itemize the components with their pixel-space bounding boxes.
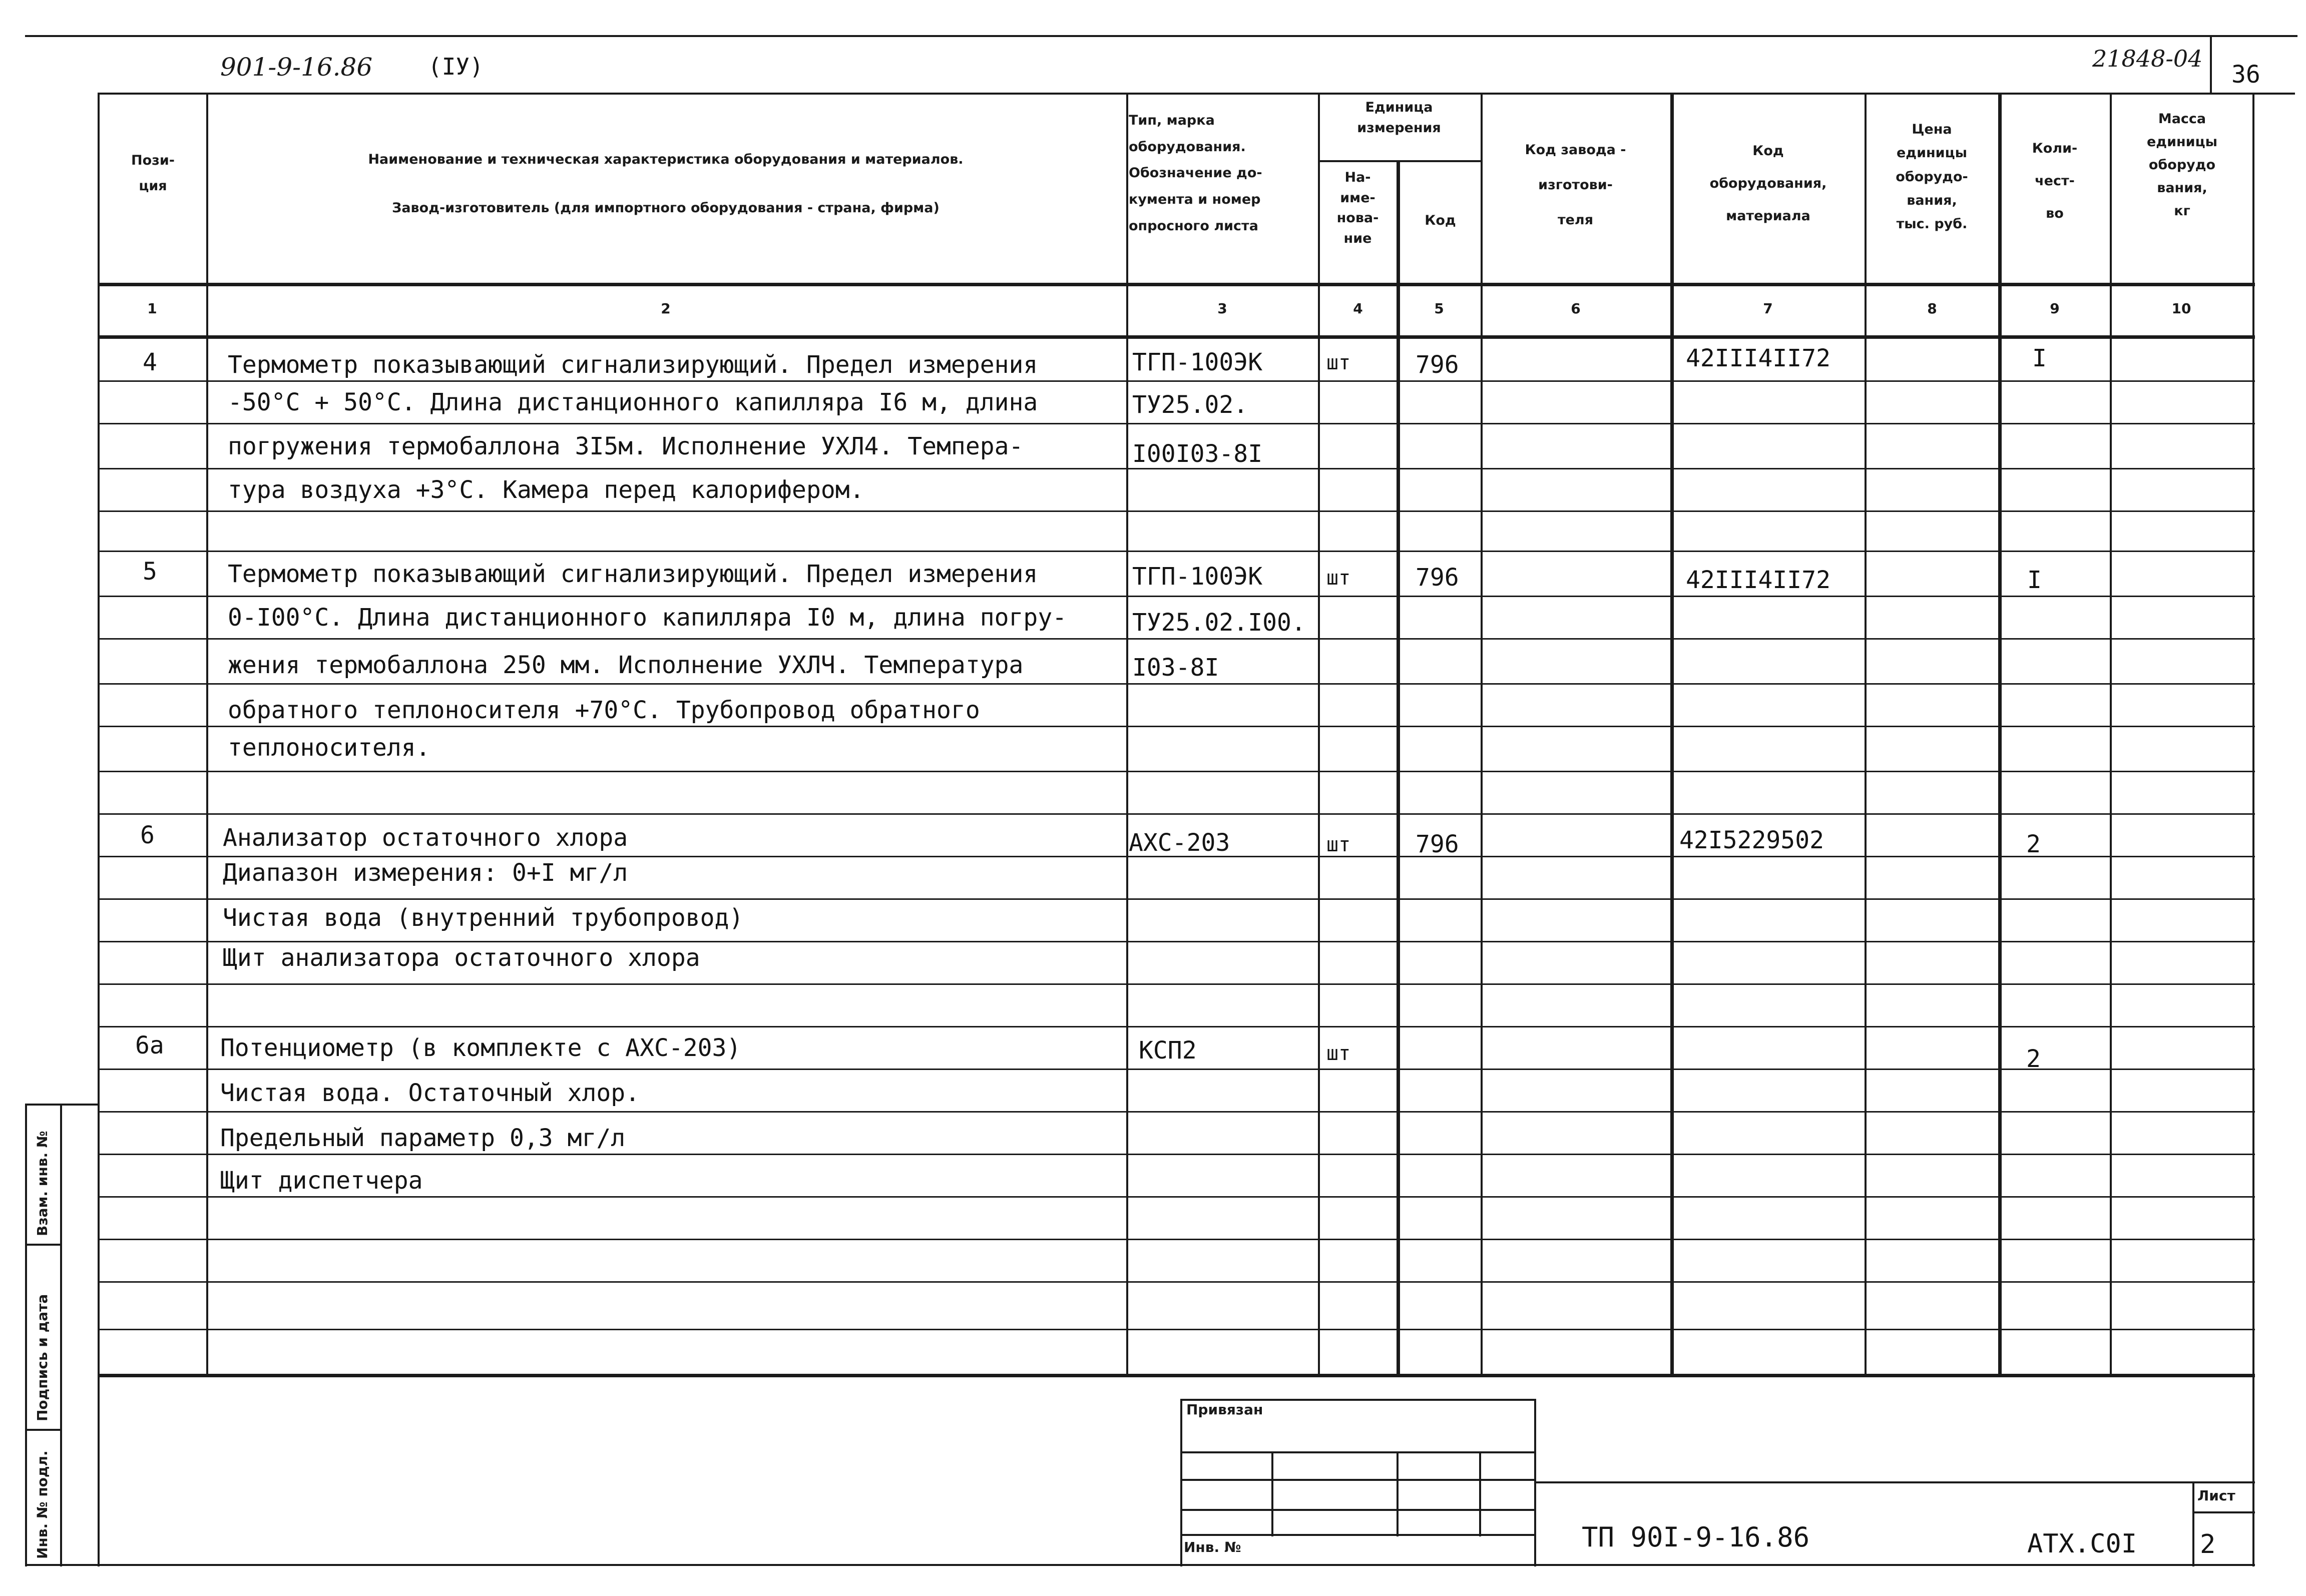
colnum-10: 10 [2171, 300, 2191, 317]
vzam-inv-label: Взам. инв. № [34, 1131, 51, 1236]
row-line [98, 551, 2255, 552]
row-line [98, 468, 2255, 469]
side-stamp-top [25, 1104, 98, 1106]
side-stamp-left [25, 1104, 27, 1566]
row-type: ТУ25.02.I00. [1132, 609, 1306, 637]
table-left [98, 93, 100, 1566]
row-quantity: I [2032, 344, 2047, 372]
header-mass: Масса единицы оборудо вания, кг [2146, 111, 2218, 219]
header-quantity: Коли- чест- во [2032, 141, 2078, 221]
tb-sheet-left [2192, 1481, 2194, 1566]
row-name: Диапазон измерения: 0+I мг/л [223, 859, 628, 887]
row-name: теплоносителя. [228, 734, 430, 762]
row-name: Потенциометр (в комплекте с АХС-203) [220, 1034, 741, 1062]
tb-left [1180, 1399, 1182, 1566]
tb-row [1180, 1479, 1536, 1481]
row-line [98, 423, 2255, 424]
side-stamp-mid [60, 1104, 62, 1566]
header-bottom [98, 283, 2255, 286]
row-unit: шт [1326, 1042, 1351, 1065]
row-line [98, 1329, 2255, 1330]
row-type: КСП2 [1139, 1036, 1197, 1065]
side-stamp-divider [25, 1244, 60, 1246]
tb-row [1180, 1509, 1536, 1511]
row-line [98, 1026, 2255, 1027]
row-name: Предельный параметр 0,3 мг/л [220, 1124, 626, 1152]
row-position: 4 [143, 348, 157, 376]
tb-top [1180, 1399, 1536, 1401]
row-unit-code: 796 [1416, 564, 1459, 592]
sheet-label: Лист [2197, 1487, 2235, 1504]
tb-col [1271, 1451, 1273, 1536]
colnum-1: 1 [147, 300, 157, 317]
row-line [98, 683, 2255, 685]
doc-mark: АТХ.С0I [2027, 1529, 2137, 1559]
row-quantity: 2 [2026, 830, 2041, 858]
row-unit: шт [1326, 833, 1351, 856]
sign-date-label: Подпись и дата [34, 1294, 51, 1421]
row-type: I03-8I [1132, 654, 1219, 682]
row-line [98, 1069, 2255, 1070]
col-line-6 [1670, 93, 1674, 1376]
project-code: ТП 90I-9-16.86 [1582, 1521, 1810, 1553]
row-equipment-code: 42III4II72 [1686, 344, 1830, 372]
row-unit: шт [1326, 351, 1351, 374]
header-unit-name: На- име- нова- ние [1336, 170, 1379, 246]
col-line-3 [1318, 93, 1320, 1376]
row-unit-code: 796 [1416, 351, 1459, 379]
body-bottom [98, 1374, 2255, 1377]
row-name: погружения термобаллона 3I5м. Исполнение УХЛ4. Темпера- [228, 432, 1024, 460]
row-equipment-code: 42III4II72 [1686, 566, 1830, 594]
tb-row [1180, 1534, 1536, 1536]
row-name: жения термобаллона 250 мм. Исполнение УХЛЧ. Температура [228, 651, 1024, 679]
archive-number: 21848-04 [2092, 45, 2203, 72]
colnum-5: 5 [1434, 300, 1444, 317]
inv-orig-label: Инв. № подл. [34, 1450, 51, 1559]
row-name: Термометр показывающий сигнализирующий. Предел измерения [228, 351, 1038, 379]
row-name: Термометр показывающий сигнализирующий. Предел измерения [228, 560, 1038, 588]
col-line-9 [2110, 93, 2112, 1376]
col-line-5 [1481, 93, 1483, 1376]
tb-main-rule [1534, 1481, 2255, 1483]
row-unit: шт [1326, 567, 1351, 590]
row-line [98, 941, 2255, 942]
col-line-4 [1397, 160, 1400, 1376]
roman-section: (IУ) [428, 53, 484, 80]
colnum-9: 9 [2050, 300, 2060, 317]
row-name: 0-I00°С. Длина дистанционного капилляра I0 м, длина погру- [228, 604, 1067, 632]
privyazan-label: Привязан [1186, 1401, 1263, 1418]
page-number: 36 [2231, 61, 2260, 89]
row-name: Щит анализатора остаточного хлора [223, 944, 700, 972]
header-units-group: Единица измерения [1357, 100, 1441, 136]
sheet-number: 2 [2200, 1529, 2216, 1559]
colnum-6: 6 [1571, 300, 1581, 317]
table-top [98, 93, 2255, 95]
colnum-bottom [98, 335, 2255, 339]
header-plant-code: Код завода - изготови- теля [1525, 142, 1626, 228]
row-line [98, 1111, 2255, 1113]
row-type: ТГП-100ЭК [1132, 348, 1263, 376]
row-name: обратного теплоносителя +70°С. Трубопровод обратного [228, 696, 980, 724]
row-position: 6а [135, 1031, 164, 1059]
row-name: Чистая вода (внутренний трубопровод) [223, 904, 744, 932]
row-name: Чистая вода. Остаточный хлор. [220, 1079, 640, 1107]
doc-code-handwritten: 901-9-16.86 [220, 53, 373, 82]
col-line-8 [1998, 93, 2002, 1376]
tb-row [1180, 1451, 1536, 1453]
header-unit-code: Код [1425, 213, 1456, 228]
row-name: тура воздуха +3°С. Камера перед калорифером. [228, 476, 864, 504]
table-bottom [98, 1564, 2255, 1566]
header-price: Цена единицы оборудо- вания, тыс. руб. [1896, 122, 1968, 232]
row-line [98, 510, 2255, 512]
top-rule [25, 35, 2297, 37]
row-line [98, 1154, 2255, 1155]
tb-sheet-rule [2192, 1511, 2255, 1513]
tb-col [1397, 1451, 1399, 1536]
colnum-3: 3 [1217, 300, 1227, 317]
col-line-7 [1865, 93, 1867, 1376]
row-quantity: 2 [2026, 1045, 2041, 1073]
row-type: I00I03-8I [1132, 440, 1263, 468]
side-stamp-bottom [25, 1564, 98, 1566]
row-line [98, 771, 2255, 772]
row-type: ТГП-100ЭК [1132, 563, 1263, 591]
colnum-4: 4 [1353, 300, 1363, 317]
row-quantity: I [2027, 566, 2042, 594]
row-line [98, 638, 2255, 640]
colnum-8: 8 [1927, 300, 1937, 317]
row-position: 5 [143, 558, 157, 586]
row-equipment-code: 42I5229502 [1679, 826, 1824, 854]
row-line [98, 1239, 2255, 1240]
colnum-7: 7 [1763, 300, 1773, 317]
side-stamp-divider [25, 1429, 60, 1431]
header-type: Тип, марка оборудования. Обозначение до- кумента и номер опросного листа [1129, 113, 1262, 234]
header-name: Наименование и техническая характеристика оборудования и материалов. Завод-изготовитель (для импортного оборудования - страна, фирма) [368, 152, 964, 216]
row-unit-code: 796 [1416, 830, 1459, 858]
row-line [98, 813, 2255, 815]
header-position: Пози- ция [131, 153, 175, 194]
row-line [98, 726, 2255, 727]
row-line [98, 1281, 2255, 1283]
col-line-2 [1126, 93, 1128, 1376]
row-line [98, 898, 2255, 900]
tb-col [1479, 1451, 1481, 1536]
colnum-2: 2 [661, 300, 671, 317]
table-right [2252, 93, 2254, 1566]
page-box-left [2210, 35, 2212, 93]
row-line [98, 1196, 2255, 1198]
row-line [98, 983, 2255, 985]
row-name: -50°С + 50°С. Длина дистанционного капилляра I6 м, длина [228, 388, 1038, 416]
row-type: АХС-203 [1129, 829, 1230, 857]
row-position: 6 [140, 821, 155, 849]
row-type: ТУ25.02. [1132, 391, 1248, 419]
col-line-1 [206, 93, 208, 1376]
row-line [98, 380, 2255, 382]
row-name: Щит диспетчера [220, 1167, 423, 1195]
header-equipment-code: Код оборудования, материала [1709, 143, 1827, 224]
inv-no-label: Инв. № [1184, 1539, 1241, 1555]
row-line [98, 596, 2255, 597]
row-name: Анализатор остаточного хлора [223, 824, 628, 852]
